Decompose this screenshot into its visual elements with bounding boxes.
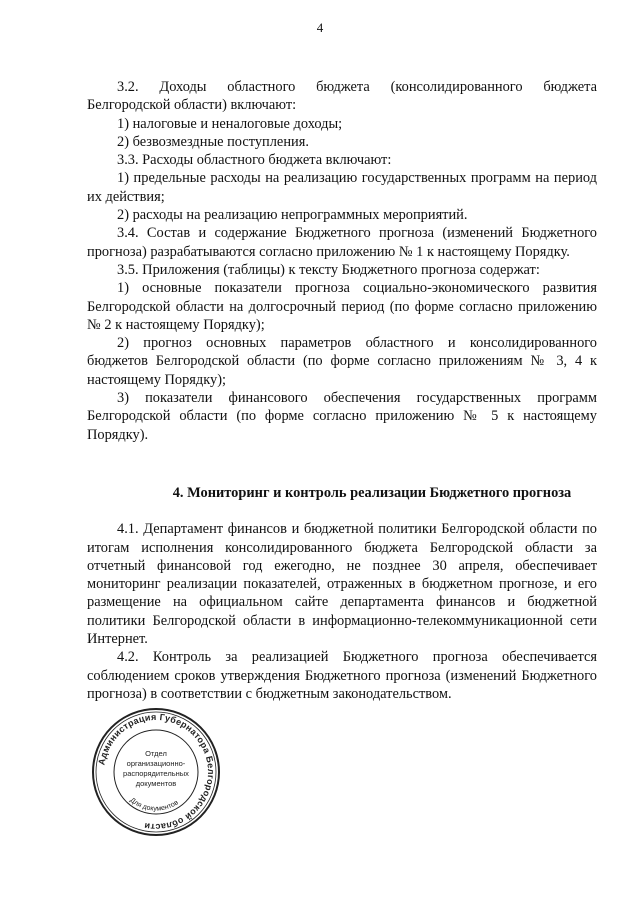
list-item: 2) прогноз основных параметров областного и консолидированного бюджетов Белгородской области (по форме согласно приложениям № 3, 4 к настоящему Порядку); xyxy=(87,335,597,388)
document-body xyxy=(87,78,597,703)
list-item: 1) предельные расходы на реализацию государственных программ на период их действия; xyxy=(87,170,597,205)
list-item: 2) расходы на реализацию непрограммных мероприятий. xyxy=(117,207,468,224)
stamp-line: организационно- xyxy=(126,759,186,768)
list-item: 2) безвозмездные поступления. xyxy=(117,133,309,150)
list-item: 3) показатели финансового обеспечения государственных программ Белгородской области (по форме согласно приложению № 5 к настоящему Порядку). xyxy=(87,390,597,443)
paragraph-3-5: 3.5. Приложения (таблицы) к тексту Бюджетного прогноза содержат: xyxy=(117,261,540,278)
paragraph-3-2: 3.2. Доходы областного бюджета (консолидированного бюджета Белгородской области) включают: xyxy=(87,79,597,114)
list-item: 1) основные показатели прогноза социально-экономического развития Белгородской области на долгосрочный период (по форме согласно приложению № 2 к настоящему Порядку); xyxy=(87,280,597,333)
section-heading: 4. Мониторинг и контроль реализации Бюджетного прогноза xyxy=(172,484,572,501)
stamp-seal-icon xyxy=(90,706,222,838)
svg-text:Администрация Губернатора Белг: Администрация Губернатора Белгородской области xyxy=(96,711,217,833)
stamp-line: Отдел xyxy=(145,749,167,758)
page-number: 4 xyxy=(316,20,324,35)
stamp-line: распорядительных xyxy=(123,769,189,778)
paragraph-4-1: 4.1. Департамент финансов и бюджетной политики Белгородской области по итогам исполнения консолидированного бюджета Белгородской области за отчетный финансовой год ежегодно, не позднее 30 апреля, обеспечивает мониторинг реализации показателей, отраженных в бюджетном прогнозе, и его размещение на официальном сайте департамента финансов и бюджетной политики Белгородской области в информационно-телекоммуникационной сети Интернет. xyxy=(87,521,597,648)
paragraph-3-3: 3.3. Расходы областного бюджета включают: xyxy=(117,152,392,169)
list-item: 1) налоговые и неналоговые доходы; xyxy=(117,115,343,132)
svg-text:Для документов: Для документов xyxy=(128,796,180,813)
paragraph-4-2: 4.2. Контроль за реализацией Бюджетного прогноза обеспечивается соблюдением сроков утверждения Бюджетного прогноза (изменений Бюджетного прогноза) в соответствии с бюджетным законодательством. xyxy=(87,649,597,702)
stamp-line: документов xyxy=(135,779,177,788)
official-stamp xyxy=(90,706,222,838)
paragraph-3-4: 3.4. Состав и содержание Бюджетного прогноза (изменений Бюджетного прогноза) разрабатываются согласно приложению № 1 к настоящему Порядку. xyxy=(87,225,597,260)
